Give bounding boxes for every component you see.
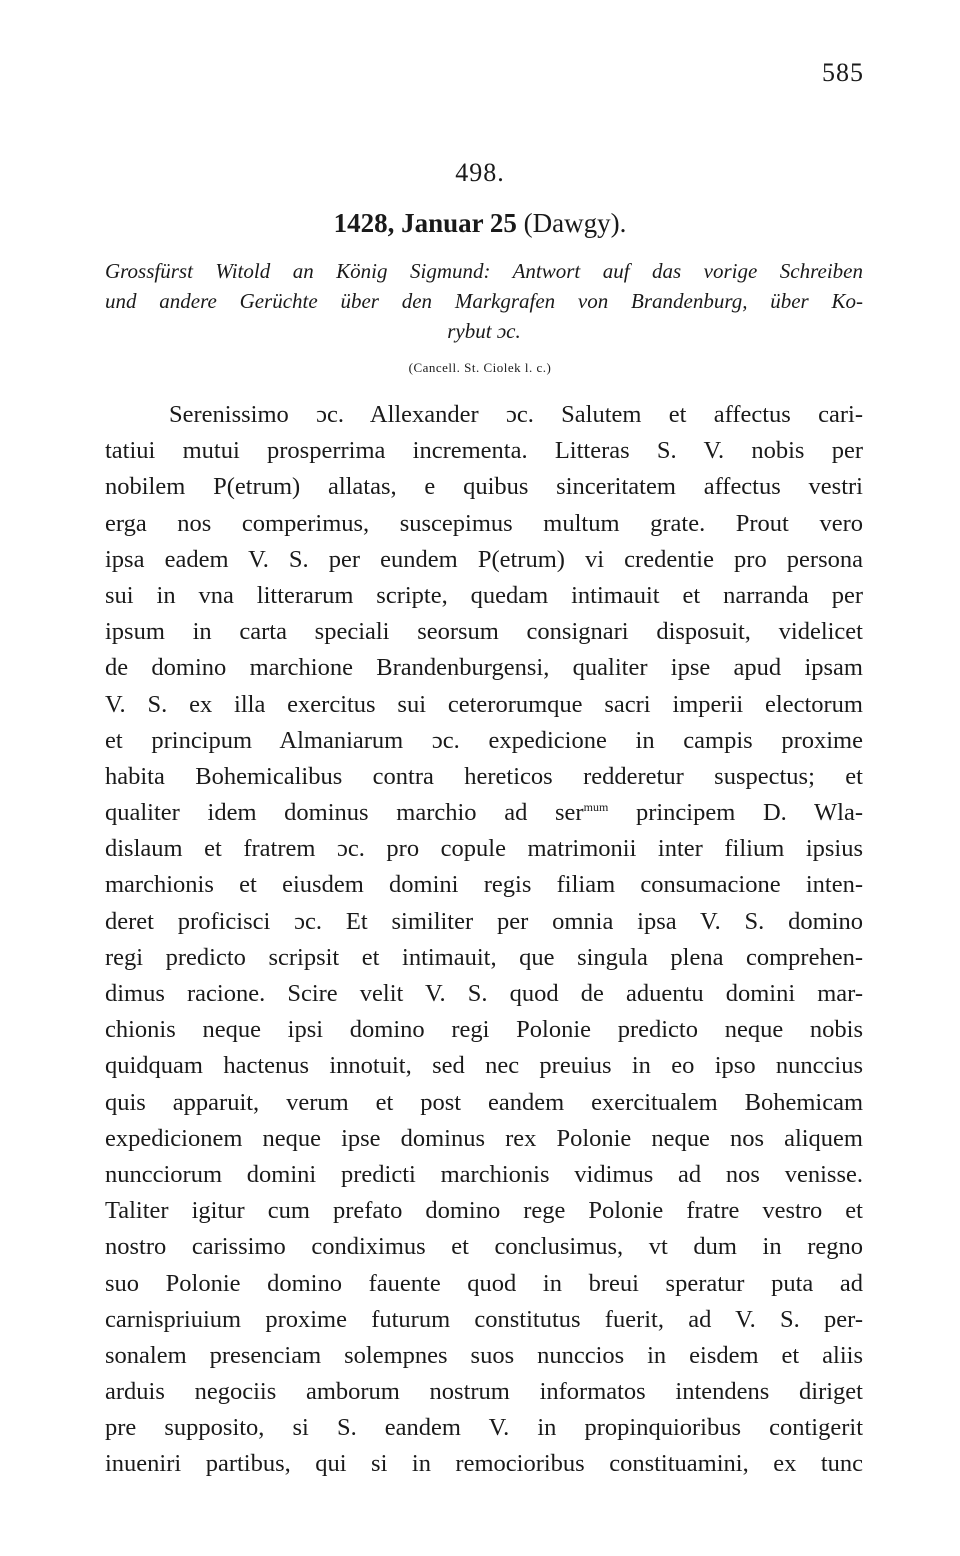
body-line: inueniri partibus, qui si in remocioribus constituamini, ex tunc [105,1450,863,1478]
body-line: marchionis et eiusdem domini regis filiam consumacione inten- [105,871,863,899]
dateline [0,208,960,239]
source-note: (Cancell. St. Ciolek l. c.) [408,360,552,375]
body-line: nostro carissimo condiximus et conclusimus, vt dum in regno [105,1233,863,1261]
summary [105,256,863,346]
body-line: dimus racione. Scire velit V. S. quod de aduentu domini mar- [105,980,863,1007]
body-line-part: principem D. Wla- [608,799,863,827]
body-line: arduis negociis amborum nostrum informatos intendens diriget [105,1378,863,1406]
body-line: suo Polonie domino fauente quod in breui speratur puta ad [105,1269,863,1297]
body-text [105,397,863,1483]
body-line: tatiui mutui prosperrima incrementa. Litteras S. V. nobis per [105,437,863,465]
body-line: Serenissimo ɔc. Allexander ɔc. Salutem et affectus cari- [169,401,863,428]
body-line: quidquam hactenus innotuit, sed nec preuius in eo ipso nunccius [105,1052,863,1080]
body-line: ipsum in carta speciali seorsum consignari disposuit, videlicet [105,618,863,646]
place-text: (Dawgy). [523,208,627,238]
body-line: chionis neque ipsi domino regi Polonie predicto neque nobis [105,1016,863,1044]
body-line: nuncciorum domini predicti marchionis vidimus ad nos venisse. [105,1160,863,1188]
body-line: expedicionem neque ipse dominus rex Polonie neque nos aliquem [105,1124,863,1152]
superscript-abbreviation: mum [583,800,609,815]
body-line: ipsa eadem V. S. per eundem P(etrum) vi credentie pro persona [105,545,863,573]
body-line: nobilem P(etrum) allatas, e quibus sinceritatem affectus vestri [105,473,863,501]
summary-line: Grossfürst Witold an König Sigmund: Antwort auf das vorige Schreiben [105,259,863,283]
body-line: pre supposito, si S. eandem V. in propinquioribus contigerit [105,1414,863,1442]
body-line-part: qualiter idem dominus marchio ad ser [105,799,584,827]
body-line: V. S. ex illa exercitus sui ceterorumque sacri imperii electorum [105,690,863,718]
document-number: 498. [455,158,505,187]
body-line: deret proficisci ɔc. Et similiter per omnia ipsa V. S. domino [105,907,863,935]
body-line: sui in vna litterarum scripte, quedam intimauit et narranda per [105,581,863,609]
summary-line: und andere Gerüchte über den Markgrafen von Brandenburg, über Ko- [105,289,863,313]
body-line: et principum Almaniarum ɔc. expedicione in campis proxime [105,726,863,754]
body-line: habita Bohemicalibus contra hereticos redderetur suspectus; et [105,762,863,790]
body-line: erga nos comperimus, suscepimus multum grate. Prout vero [105,509,863,537]
body-line: Taliter igitur cum prefato domino rege Polonie fratre vestro et [105,1197,863,1225]
body-line: regi predicto scripsit et intimauit, que singula plena comprehen- [105,943,863,971]
body-line: dislaum et fratrem ɔc. pro copule matrimonii inter filium ipsius [105,835,863,863]
body-line: carnispriuium proxime futurum constitutus fuerit, ad V. S. per- [105,1305,863,1333]
body-line [105,795,863,831]
body-line: quis apparuit, verum et post eandem exercitualem Bohemicam [105,1088,863,1116]
body-line: de domino marchione Brandenburgensi, qualiter ipse apud ipsam [105,654,863,682]
date-text: 1428, Januar 25 [333,208,517,238]
summary-line: rybut ɔc. [447,319,521,343]
page-number: 585 [822,58,864,87]
body-line: sonalem presenciam solempnes suos nunccios in eisdem et aliis [105,1341,863,1369]
